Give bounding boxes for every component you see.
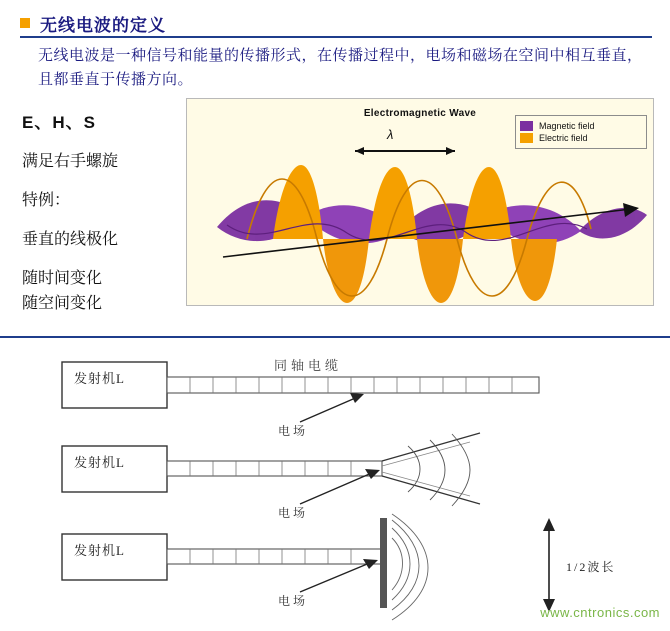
slide-title-row: [20, 10, 652, 36]
watermark: www.cntronics.com: [540, 605, 660, 620]
wavelength-label: λ: [387, 127, 394, 142]
legend-label-magnetic: Magnetic field: [539, 121, 595, 131]
em-wave-svg: [187, 99, 653, 305]
bullet-icon: [20, 18, 30, 28]
note-right-hand-rule: 满足右手螺旋: [22, 153, 119, 170]
left-notes: [22, 110, 172, 316]
field-label-1: 电场: [278, 424, 309, 438]
slide-body-text: 无线电波是一种信号和能量的传播形式，在传播过程中，电场和磁场在空间中相互垂直，且都垂直于传播方向。: [38, 47, 643, 88]
note-time-variation: 随时间变化: [22, 270, 103, 287]
field-label-3: 电场: [278, 594, 309, 608]
note-ehs: E、H、S: [22, 113, 96, 132]
transmitter-label-1: 发射机L: [74, 371, 125, 386]
note-special-case-label: 特例：: [22, 192, 71, 209]
antenna-evolution-diagram: [0, 338, 670, 626]
antenna-row-3: [62, 514, 555, 620]
half-wavelength-label: 1/2波长: [566, 560, 616, 574]
title-divider: [20, 36, 652, 38]
note-vertical-polarization: 垂直的线极化: [22, 231, 119, 248]
half-wave-arrow-icon: [543, 518, 555, 612]
field-label-2: 电场: [278, 506, 309, 520]
electromagnetic-wave-figure: [186, 98, 654, 306]
wavelength-arrow-icon: [355, 147, 455, 155]
legend-label-electric: Electric field: [539, 133, 588, 143]
transmitter-label-2: 发射机L: [74, 455, 125, 470]
page-title: 无线电波的定义: [40, 15, 166, 35]
em-figure-title: Electromagnetic Wave: [363, 108, 477, 119]
note-space-variation: 随空间变化: [22, 295, 103, 312]
coaxial-cable-label: 同轴电缆: [274, 358, 343, 373]
transmitter-label-3: 发射机L: [74, 543, 125, 558]
